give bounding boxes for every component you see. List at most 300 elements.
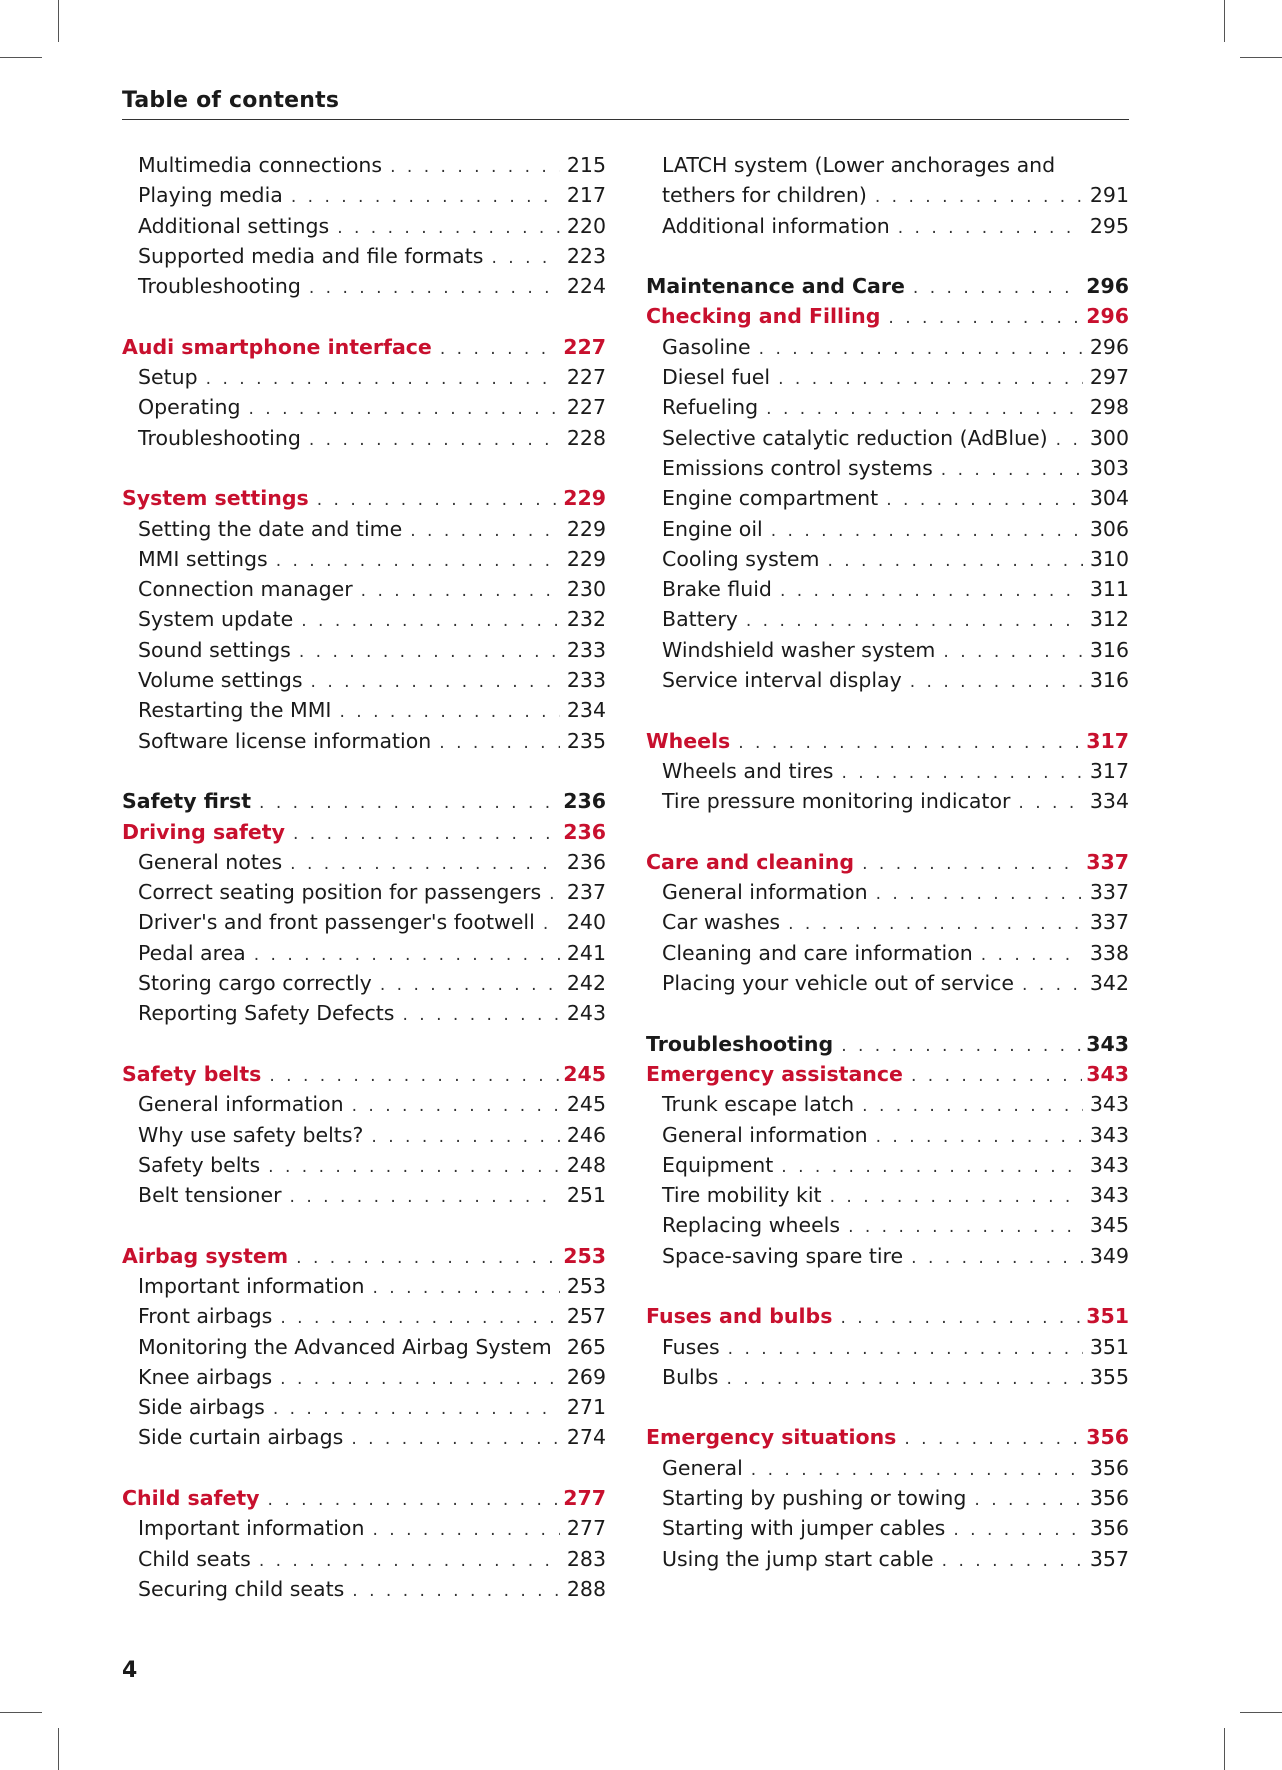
- dot-leader: [352, 1576, 560, 1606]
- dot-leader: [876, 879, 1083, 909]
- dot-leader: [410, 516, 560, 546]
- dot-leader: [981, 940, 1083, 970]
- toc-entry-title: Tire mobility kit: [662, 1183, 822, 1208]
- toc-entry-title: Safety belts: [122, 1061, 262, 1086]
- toc-entry[interactable]: [122, 877, 606, 907]
- toc-entry-page: 306: [1089, 516, 1129, 541]
- toc-entry-page: 257: [566, 1304, 606, 1329]
- toc-entry-title: Child safety: [122, 1486, 260, 1511]
- dot-leader: [317, 485, 559, 515]
- toc-entry[interactable]: [646, 544, 1129, 574]
- toc-entry-title: Knee airbags: [138, 1364, 273, 1389]
- dot-leader: [280, 1303, 560, 1333]
- toc-entry[interactable]: [646, 1210, 1129, 1240]
- toc-entry[interactable]: [646, 877, 1129, 907]
- toc-entry-page: 265: [566, 1334, 606, 1359]
- toc-entry-page: 228: [566, 425, 606, 450]
- toc-entry-title: Bulbs: [662, 1364, 719, 1389]
- toc-entry-title: Troubleshooting: [138, 274, 301, 299]
- toc-entry-title: Connection manager: [138, 577, 353, 602]
- dot-leader: [440, 334, 559, 364]
- toc-section-heading[interactable]: [646, 1422, 1129, 1452]
- toc-right-column: [646, 150, 1129, 1574]
- toc-entry-title: Engine compartment: [662, 486, 879, 511]
- dot-leader: [911, 1061, 1082, 1091]
- page-title: Table of contents: [122, 88, 340, 113]
- toc-entry-page: 304: [1089, 486, 1129, 511]
- toc-entry-title: Emergency situations: [646, 1425, 897, 1450]
- toc-entry-title: Service interval display: [662, 668, 902, 693]
- toc-entry[interactable]: [646, 150, 1129, 180]
- dot-leader: [1018, 788, 1083, 818]
- toc-entry-page: 245: [566, 1092, 606, 1117]
- dot-leader: [841, 1031, 1082, 1061]
- toc-entry[interactable]: [646, 1513, 1129, 1543]
- toc-entry-title: General information: [138, 1092, 344, 1117]
- toc-entry[interactable]: [646, 1150, 1129, 1180]
- toc-entry[interactable]: [646, 1089, 1129, 1119]
- toc-entry[interactable]: [122, 938, 606, 968]
- toc-entry[interactable]: [122, 211, 606, 241]
- toc-entry[interactable]: [122, 604, 606, 634]
- toc-entry-title: Side curtain airbags: [138, 1425, 344, 1450]
- dot-leader: [371, 1122, 560, 1152]
- toc-entry-page: 227: [566, 395, 606, 420]
- toc-entry-page: 355: [1089, 1364, 1129, 1389]
- toc-entry-page: 342: [1089, 971, 1129, 996]
- dot-leader: [943, 637, 1083, 667]
- toc-entry-title: Important information: [138, 1273, 365, 1298]
- toc-entry[interactable]: [646, 574, 1129, 604]
- toc-entry[interactable]: [646, 1544, 1129, 1574]
- toc-entry-title: Gasoline: [662, 334, 751, 359]
- toc-entry[interactable]: [646, 938, 1129, 968]
- toc-entry[interactable]: [122, 726, 606, 756]
- dot-leader: [848, 1212, 1083, 1242]
- dot-leader: [886, 485, 1083, 515]
- toc-entry-page: 311: [1089, 577, 1129, 602]
- toc-entry-page: 295: [1089, 213, 1129, 238]
- dot-leader: [751, 1455, 1083, 1485]
- toc-entry-title: Audi smartphone interface: [122, 334, 432, 359]
- toc-entry[interactable]: [646, 332, 1129, 362]
- toc-entry[interactable]: [122, 392, 606, 422]
- toc-entry-page: 246: [566, 1122, 606, 1147]
- toc-entry-page: 234: [566, 698, 606, 723]
- dot-leader: [942, 1546, 1083, 1576]
- toc-entry-title: System settings: [122, 486, 309, 511]
- dot-leader: [339, 697, 560, 727]
- toc-entry-title: Windshield washer system: [662, 637, 936, 662]
- toc-section-heading[interactable]: [122, 1483, 606, 1513]
- toc-entry-page: 229: [563, 486, 606, 511]
- toc-entry[interactable]: [646, 1180, 1129, 1210]
- toc-entry[interactable]: [122, 1180, 606, 1210]
- toc-entry-page: 343: [1086, 1031, 1129, 1056]
- dot-leader: [380, 970, 560, 1000]
- toc-entry-page: 236: [563, 819, 606, 844]
- toc-entry-title: Using the jump start cable: [662, 1546, 934, 1571]
- dot-leader: [771, 516, 1083, 546]
- toc-entry-title: Equipment: [662, 1152, 774, 1177]
- toc-entry-page: 229: [566, 546, 606, 571]
- toc-entry[interactable]: [646, 635, 1129, 665]
- dot-leader: [788, 909, 1083, 939]
- toc-entry-page: 277: [566, 1516, 606, 1541]
- toc-entry[interactable]: [122, 1332, 606, 1362]
- toc-entry-title: Fuses and bulbs: [646, 1304, 833, 1329]
- toc-entry-title: Front airbags: [138, 1304, 273, 1329]
- toc-section-heading[interactable]: [122, 483, 606, 513]
- toc-entry[interactable]: [646, 968, 1129, 998]
- toc-entry[interactable]: [122, 241, 606, 271]
- crop-mark: [1224, 1728, 1225, 1770]
- toc-entry[interactable]: [646, 392, 1129, 422]
- toc-entry-page: 349: [1089, 1243, 1129, 1268]
- toc-entry-title: Important information: [138, 1516, 365, 1541]
- toc-entry-page: 224: [566, 274, 606, 299]
- dot-leader: [291, 182, 560, 212]
- toc-entry-title: Troubleshooting: [138, 425, 301, 450]
- dot-leader: [311, 667, 560, 697]
- toc-entry[interactable]: [646, 483, 1129, 513]
- dot-leader: [543, 909, 560, 939]
- dot-leader: [249, 394, 561, 424]
- dot-leader: [726, 1364, 1083, 1394]
- toc-entry-title: General notes: [138, 849, 283, 874]
- dot-leader: [840, 1303, 1082, 1333]
- toc-entry-page: 351: [1086, 1304, 1129, 1329]
- toc-entry-page: 337: [1089, 880, 1129, 905]
- dot-leader: [390, 152, 560, 182]
- toc-entry-page: 240: [566, 910, 606, 935]
- dot-leader: [953, 1515, 1083, 1545]
- toc-entry-title: tethers for children): [662, 183, 867, 208]
- dot-leader: [309, 425, 560, 455]
- toc-entry-page: 297: [1089, 365, 1129, 390]
- toc-entry-page: 253: [563, 1243, 606, 1268]
- toc-section-heading[interactable]: [122, 332, 606, 362]
- dot-leader: [876, 1122, 1083, 1152]
- toc-entry[interactable]: [122, 847, 606, 877]
- toc-entry-page: 356: [1089, 1486, 1129, 1511]
- toc-entry[interactable]: [646, 604, 1129, 634]
- toc-entry-page: 274: [566, 1425, 606, 1450]
- dot-leader: [290, 1182, 560, 1212]
- toc-entry-page: 303: [1089, 455, 1129, 480]
- toc-entry-title: Monitoring the Advanced Airbag System: [138, 1334, 552, 1359]
- toc-entry-page: 223: [566, 243, 606, 268]
- toc-entry[interactable]: [646, 514, 1129, 544]
- dot-leader: [439, 728, 560, 758]
- toc-entry-title: Sound settings: [138, 637, 291, 662]
- toc-entry-title: Starting by pushing or towing: [662, 1486, 967, 1511]
- toc-entry-title: Playing media: [138, 183, 283, 208]
- toc-entry-title: Emergency assistance: [646, 1061, 903, 1086]
- dot-leader: [974, 1485, 1083, 1515]
- toc-entry[interactable]: [122, 1574, 606, 1604]
- toc-entry-title: Driving safety: [122, 819, 285, 844]
- dot-leader: [351, 1424, 560, 1454]
- toc-entry[interactable]: [646, 1362, 1129, 1392]
- toc-entry-title: MMI settings: [138, 546, 268, 571]
- toc-entry-title: Safety first: [122, 789, 252, 814]
- toc-entry-title: Software license information: [138, 728, 432, 753]
- toc-entry[interactable]: [646, 1120, 1129, 1150]
- toc-entry-page: 217: [566, 183, 606, 208]
- toc-entry-page: 277: [563, 1486, 606, 1511]
- toc-entry-title: Starting with jumper cables: [662, 1516, 946, 1541]
- toc-entry[interactable]: [646, 423, 1129, 453]
- toc-entry-page: 300: [1089, 425, 1129, 450]
- dot-leader: [361, 576, 560, 606]
- toc-entry-title: LATCH system (Lower anchorages and: [662, 153, 1056, 177]
- toc-entry-page: 343: [1089, 1152, 1129, 1177]
- dot-leader: [941, 455, 1083, 485]
- toc-entry-title: Side airbags: [138, 1395, 265, 1420]
- toc-entry-page: 243: [566, 1001, 606, 1026]
- toc-entry-page: 334: [1089, 789, 1129, 814]
- dot-leader: [911, 1243, 1083, 1273]
- toc-entry-title: Battery: [662, 607, 738, 632]
- dot-leader: [549, 879, 560, 909]
- toc-entry-title: Wheels and tires: [662, 758, 834, 783]
- toc-entry-title: Securing child seats: [138, 1576, 345, 1601]
- toc-entry-page: 288: [566, 1576, 606, 1601]
- toc-entry[interactable]: [122, 1362, 606, 1392]
- dot-leader: [913, 273, 1082, 303]
- dot-leader: [778, 364, 1083, 394]
- toc-section-heading[interactable]: [646, 1301, 1129, 1331]
- crop-mark: [58, 0, 59, 42]
- toc-entry-page: 317: [1086, 728, 1129, 753]
- toc-entry[interactable]: [122, 635, 606, 665]
- toc-entry[interactable]: [646, 211, 1129, 241]
- toc-entry-page: 236: [563, 789, 606, 814]
- toc-entry-title: Child seats: [138, 1546, 251, 1571]
- toc-section-heading[interactable]: [646, 301, 1129, 331]
- toc-entry-page: 296: [1089, 334, 1129, 359]
- toc-entry-page: 241: [566, 940, 606, 965]
- toc-entry-page: 338: [1089, 940, 1129, 965]
- toc-entry-title: Car washes: [662, 910, 781, 935]
- dot-leader: [301, 606, 560, 636]
- toc-entry[interactable]: [122, 1089, 606, 1119]
- dot-leader: [904, 1424, 1082, 1454]
- toc-entry-page: 345: [1089, 1213, 1129, 1238]
- toc-entry[interactable]: [122, 1271, 606, 1301]
- toc-section-heading[interactable]: [646, 1029, 1129, 1059]
- dot-leader: [888, 303, 1082, 333]
- toc-entry-title: Care and cleaning: [646, 849, 855, 874]
- dot-leader: [780, 576, 1083, 606]
- toc-entry-page: 316: [1089, 668, 1129, 693]
- toc-entry-title: Brake fluid: [662, 577, 772, 602]
- toc-entry-title: Wheels: [646, 728, 731, 753]
- toc-entry-page: 316: [1089, 637, 1129, 662]
- toc-entry-title: Placing your vehicle out of service: [662, 971, 1015, 996]
- toc-entry-title: Cleaning and care information: [662, 940, 973, 965]
- dot-leader: [254, 940, 560, 970]
- toc-entry-title: Refueling: [662, 395, 759, 420]
- toc-entry-title: Cooling system: [662, 546, 820, 571]
- toc-entry[interactable]: [122, 1392, 606, 1422]
- toc-entry-page: 269: [566, 1364, 606, 1389]
- toc-entry-title: Setting the date and time: [138, 516, 403, 541]
- dot-leader: [491, 243, 560, 273]
- toc-entry[interactable]: [122, 1150, 606, 1180]
- toc-entry-page: 343: [1086, 1061, 1129, 1086]
- dot-leader: [402, 1000, 560, 1030]
- toc-entry[interactable]: [646, 1453, 1129, 1483]
- crop-mark: [1224, 0, 1225, 42]
- toc-entry[interactable]: [646, 1332, 1129, 1362]
- toc-entry-title: Fuses: [662, 1334, 720, 1359]
- toc-entry-title: Volume settings: [138, 668, 303, 693]
- toc-entry-page: 220: [566, 213, 606, 238]
- toc-entry-page: 296: [1086, 304, 1129, 329]
- toc-entry[interactable]: [646, 786, 1129, 816]
- toc-entry-title: Trunk escape latch: [662, 1092, 855, 1117]
- toc-entry-title: Why use safety belts?: [138, 1122, 364, 1147]
- dot-leader: [259, 1546, 560, 1576]
- toc-entry[interactable]: [122, 180, 606, 210]
- toc-entry-title: Correct seating position for passengers: [138, 880, 542, 905]
- dot-leader: [827, 546, 1083, 576]
- dot-leader: [268, 1485, 560, 1515]
- toc-entry-page: 337: [1089, 910, 1129, 935]
- toc-entry[interactable]: [122, 1422, 606, 1452]
- dot-leader: [296, 1243, 559, 1273]
- toc-entry[interactable]: [122, 968, 606, 998]
- toc-entry-page: 298: [1089, 395, 1129, 420]
- toc-section-heading[interactable]: [122, 817, 606, 847]
- dot-leader: [293, 819, 559, 849]
- toc-section-heading[interactable]: [122, 1059, 606, 1089]
- toc-entry-page: 233: [566, 637, 606, 662]
- toc-entry-page: 343: [1089, 1122, 1129, 1147]
- toc-entry-title: Operating: [138, 395, 241, 420]
- toc-section-heading[interactable]: [122, 1241, 606, 1271]
- toc-entry-title: Storing cargo correctly: [138, 971, 372, 996]
- toc-entry-title: Reporting Safety Defects: [138, 1001, 395, 1026]
- toc-entry[interactable]: [122, 362, 606, 392]
- toc-entry-page: 356: [1086, 1425, 1129, 1450]
- toc-entry-page: 343: [1089, 1183, 1129, 1208]
- toc-entry-page: 232: [566, 607, 606, 632]
- toc-entry-page: 271: [566, 1395, 606, 1420]
- crop-mark: [58, 1728, 59, 1770]
- crop-mark: [1240, 57, 1282, 58]
- toc-entry-page: 237: [566, 880, 606, 905]
- toc-entry-page: 251: [566, 1183, 606, 1208]
- toc-entry[interactable]: [122, 514, 606, 544]
- dot-leader: [766, 394, 1083, 424]
- dot-leader: [372, 1515, 560, 1545]
- toc-entry-page: 317: [1089, 758, 1129, 783]
- toc-section-heading[interactable]: [646, 1059, 1129, 1089]
- dot-leader: [273, 1394, 560, 1424]
- toc-entry[interactable]: [646, 907, 1129, 937]
- toc-entry[interactable]: [646, 665, 1129, 695]
- dot-leader: [372, 1273, 560, 1303]
- toc-entry-title: Troubleshooting: [646, 1031, 834, 1056]
- page-number: 4: [122, 1658, 138, 1683]
- toc-entry[interactable]: [646, 453, 1129, 483]
- toc-entry-title: Driver's and front passenger's footwell: [138, 910, 535, 935]
- toc-entry-title: Space-saving spare tire: [662, 1243, 904, 1268]
- toc-section-heading[interactable]: [122, 786, 606, 816]
- dot-leader: [337, 213, 560, 243]
- toc-entry-title: Airbag system: [122, 1243, 289, 1268]
- dot-leader: [910, 667, 1083, 697]
- crop-mark: [0, 1712, 42, 1713]
- toc-entry-page: 337: [1086, 849, 1129, 874]
- crop-mark: [1240, 1712, 1282, 1713]
- toc-entry[interactable]: [122, 1301, 606, 1331]
- toc-entry-title: Additional settings: [138, 213, 330, 238]
- toc-entry-page: 356: [1089, 1516, 1129, 1541]
- dot-leader: [738, 728, 1082, 758]
- toc-entry[interactable]: [122, 998, 606, 1028]
- toc-entry[interactable]: [646, 362, 1129, 392]
- toc-entry[interactable]: [646, 1483, 1129, 1513]
- dot-leader: [276, 546, 560, 576]
- toc-entry[interactable]: [122, 665, 606, 695]
- toc-entry[interactable]: [122, 1120, 606, 1150]
- toc-entry[interactable]: [122, 544, 606, 574]
- toc-entry[interactable]: [122, 907, 606, 937]
- toc-entry-page: 356: [1089, 1455, 1129, 1480]
- toc-entry-page: 296: [1086, 274, 1129, 299]
- toc-entry-page: 215: [566, 153, 606, 177]
- toc-entry[interactable]: [122, 150, 606, 180]
- toc-section-heading[interactable]: [646, 847, 1129, 877]
- dot-leader: [898, 213, 1083, 243]
- dot-leader: [841, 758, 1083, 788]
- dot-leader: [269, 1061, 559, 1091]
- dot-leader: [1056, 425, 1083, 455]
- toc-entry[interactable]: [122, 1544, 606, 1574]
- toc-section-heading[interactable]: [646, 271, 1129, 301]
- toc-section-heading[interactable]: [646, 726, 1129, 756]
- toc-entry[interactable]: [646, 1241, 1129, 1271]
- toc-entry[interactable]: [646, 180, 1129, 210]
- dot-leader: [299, 637, 560, 667]
- toc-entry-title: Safety belts: [138, 1152, 261, 1177]
- dot-leader: [875, 182, 1083, 212]
- toc-entry-title: Checking and Filling: [646, 304, 881, 329]
- toc-entry-title: Belt tensioner: [138, 1183, 282, 1208]
- toc-entry[interactable]: [122, 271, 606, 301]
- toc-entry-title: Setup: [138, 365, 198, 390]
- dot-leader: [309, 273, 560, 303]
- dot-leader: [259, 788, 559, 818]
- dot-leader: [1022, 970, 1083, 1000]
- toc-entry-title: Maintenance and Care: [646, 274, 905, 299]
- toc-entry-title: Selective catalytic reduction (AdBlue): [662, 425, 1048, 450]
- toc-entry-title: Engine oil: [662, 516, 763, 541]
- dot-leader: [728, 1334, 1083, 1364]
- dot-leader: [290, 849, 560, 879]
- toc-entry-page: 283: [566, 1546, 606, 1571]
- toc-entry[interactable]: [122, 423, 606, 453]
- toc-entry[interactable]: [122, 574, 606, 604]
- toc-entry[interactable]: [122, 695, 606, 725]
- toc-entry-title: General information: [662, 1122, 868, 1147]
- toc-entry[interactable]: [122, 1513, 606, 1543]
- toc-entry[interactable]: [646, 756, 1129, 786]
